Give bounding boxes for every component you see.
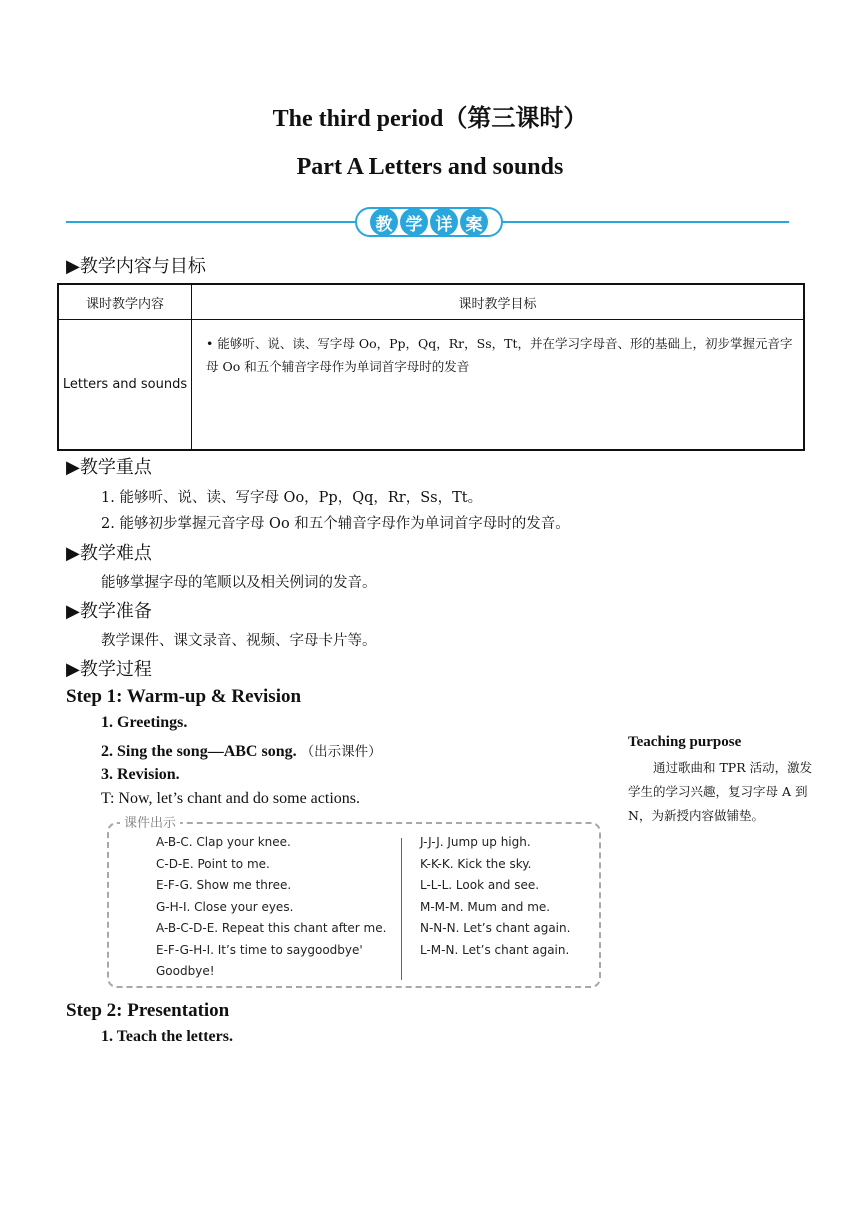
teaching-purpose-title: Teaching purpose xyxy=(628,734,742,750)
step1-item-text: 2. Sing the song—ABC song. xyxy=(101,743,297,760)
banner-line-right xyxy=(502,221,789,223)
courseware-note: （出示课件） xyxy=(300,744,382,760)
chant-line: A-B-C-D-E. Repeat this chant after me. xyxy=(156,921,387,935)
table-header-cell: 课时教学目标 xyxy=(192,284,805,320)
banner-char: 学 xyxy=(400,208,428,236)
table-cell-goal: • 能够听、说、读、写字母 Oo，Pp，Qq，Rr，Ss，Tt，并在学习字母音、形的基础上，初步掌握元音字母 Oo 和五个辅音字母作为单词首字母时的发音 xyxy=(192,320,805,451)
banner-char: 教 xyxy=(370,208,398,236)
chant-line: A-B-C. Clap your knee. xyxy=(156,835,291,849)
step1-item xyxy=(101,714,187,732)
chant-line: E-F-G. Show me three. xyxy=(156,878,292,892)
chant-line: Goodbye! xyxy=(156,964,215,978)
step2-item xyxy=(101,1028,233,1046)
courseware-label: 课件出示 xyxy=(120,812,180,831)
step1-item xyxy=(101,740,382,761)
step1-item-text: 1. Greetings. xyxy=(101,714,188,731)
section-banner xyxy=(355,207,503,237)
section-heading-difficulties: ▶教学难点 xyxy=(66,543,152,564)
courseware-divider xyxy=(401,838,402,980)
chant-line: N-N-N. Let’s chant again. xyxy=(420,921,571,935)
teaching-purpose-text: 通过歌曲和 TPR 活动，激发学生的学习兴趣，复习字母 A 到 N，为新授内容做铺垫。 xyxy=(628,760,813,823)
step2-title: Step 2: Presentation xyxy=(66,1000,230,1021)
section-heading-process: ▶教学过程 xyxy=(66,659,152,680)
teacher-line: T: Now, let’s chant and do some actions. xyxy=(101,790,360,807)
chant-line: L-M-N. Let’s chant again. xyxy=(420,942,570,957)
table-header-row xyxy=(58,284,804,320)
chant-column-right xyxy=(420,832,570,961)
chant-line: J-J-J. Jump up high. xyxy=(420,835,531,849)
chant-line: C-D-E. Point to me. xyxy=(156,856,270,871)
difficulties-text: 能够掌握字母的笔顺以及相关例词的发音。 xyxy=(101,575,377,591)
step1-item-text: 3. Revision. xyxy=(101,766,180,783)
banner-char: 案 xyxy=(460,208,488,236)
step1-item xyxy=(101,766,180,784)
table-row xyxy=(58,320,804,451)
chant-column-left xyxy=(156,832,386,983)
banner-line-left xyxy=(66,221,356,223)
key-point-item: 2. 能够初步掌握元音字母 Oo 和五个辅音字母作为单词首字母时的发音。 xyxy=(101,516,570,532)
table-header-cell: 课时教学内容 xyxy=(58,284,192,320)
section-heading-key-points: ▶教学重点 xyxy=(66,457,152,478)
step1-title: Step 1: Warm-up & Revision xyxy=(66,686,302,707)
key-point-item: 1. 能够听、说、读、写字母 Oo，Pp，Qq，Rr，Ss，Tt。 xyxy=(101,490,483,506)
goals-table xyxy=(57,283,805,451)
step2-item-text: 1. Teach the letters. xyxy=(101,1028,233,1045)
chant-line: L-L-L. Look and see. xyxy=(420,878,540,892)
preparation-text: 教学课件、课文录音、视频、字母卡片等。 xyxy=(101,633,377,649)
chant-line: G-H-I. Close your eyes. xyxy=(156,899,294,914)
table-cell-content: Letters and sounds xyxy=(58,320,192,451)
banner-char: 详 xyxy=(430,208,458,236)
page-subtitle: Part A Letters and sounds xyxy=(296,154,564,180)
section-heading-preparation: ▶教学准备 xyxy=(66,601,152,622)
section-heading-content-goals: ▶教学内容与目标 xyxy=(66,256,206,277)
page-title: The third period（第三课时） xyxy=(272,106,588,132)
chant-line: M-M-M. Mum and me. xyxy=(420,899,551,914)
chant-line: K-K-K. Kick the sky. xyxy=(420,856,532,871)
chant-line: E-F-G-H-I. It’s time to saygoodbye' xyxy=(156,942,363,957)
